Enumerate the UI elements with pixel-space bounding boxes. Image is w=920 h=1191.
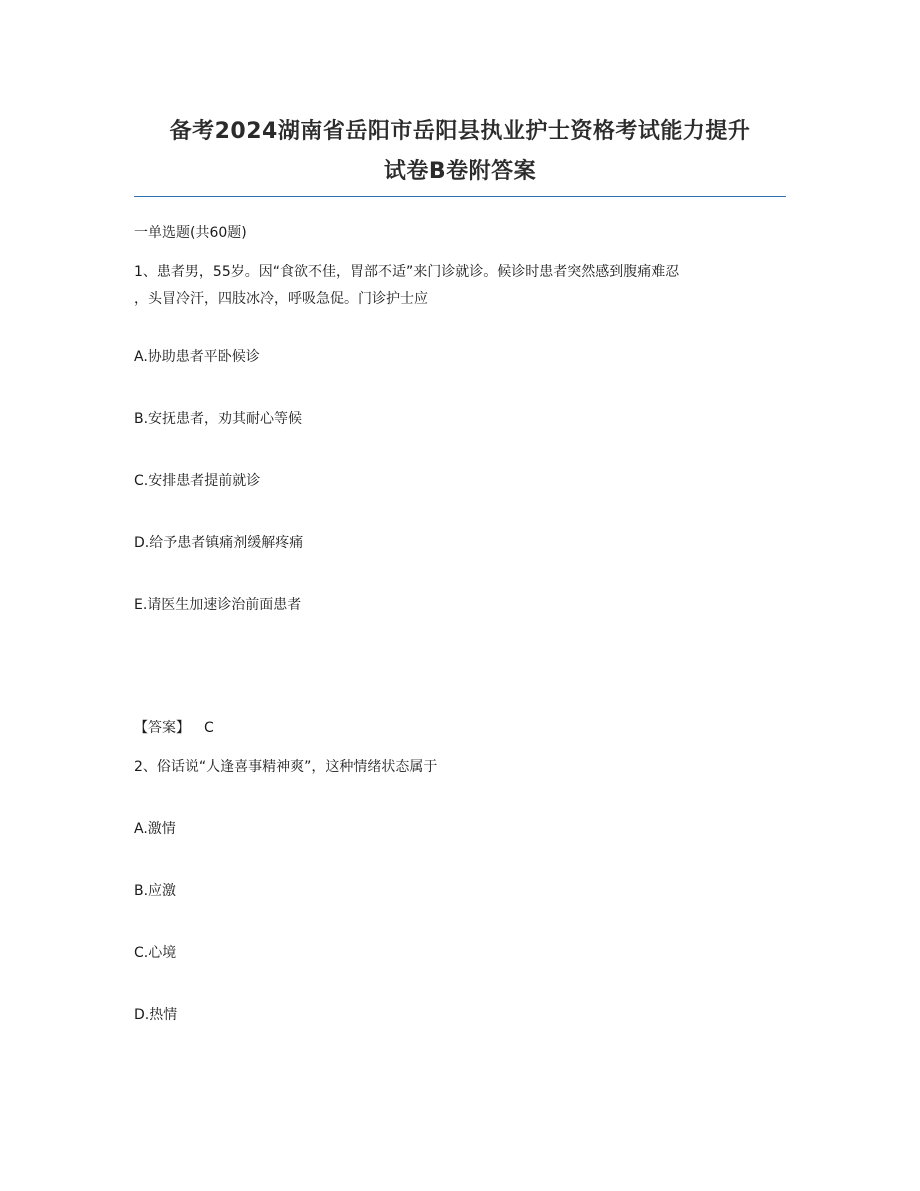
- question-2-option-d: D.热情: [134, 1007, 178, 1023]
- answer-label: 【答案】: [134, 720, 190, 736]
- document-title: [134, 112, 786, 192]
- question-1-stem-line-1: 1、患者男，55岁。因“食欲不佳，胃部不适”来门诊就诊。候诊时患者突然感到腹痛难忍: [134, 264, 680, 280]
- title-line-1: 备考2024湖南省岳阳市岳阳县执业护士资格考试能力提升: [169, 119, 751, 144]
- question-1-option-d: D.给予患者镇痛剂缓解疼痛: [134, 535, 304, 551]
- section-header: 一单选题(共60题): [134, 225, 247, 241]
- answer-value: C: [204, 720, 214, 736]
- question-1-option-c: C.安排患者提前就诊: [134, 473, 261, 489]
- question-1-stem-line-2: ，头冒冷汗，四肢冰冷，呼吸急促。门诊护士应: [134, 291, 428, 307]
- question-1-answer: [134, 718, 214, 738]
- question-1-option-a: A.协助患者平卧候诊: [134, 349, 260, 365]
- question-2-option-c: C.心境: [134, 945, 177, 961]
- title-divider: [134, 196, 786, 197]
- question-2-option-a: A.激情: [134, 821, 176, 837]
- question-1-option-b: B.安抚患者，劝其耐心等候: [134, 411, 303, 427]
- question-2-stem: 2、俗话说“人逢喜事精神爽”，这种情绪状态属于: [134, 759, 438, 775]
- title-line-2: 试卷B卷附答案: [383, 159, 537, 184]
- question-2-option-b: B.应激: [134, 883, 177, 899]
- question-1-option-e: E.请医生加速诊治前面患者: [134, 597, 302, 613]
